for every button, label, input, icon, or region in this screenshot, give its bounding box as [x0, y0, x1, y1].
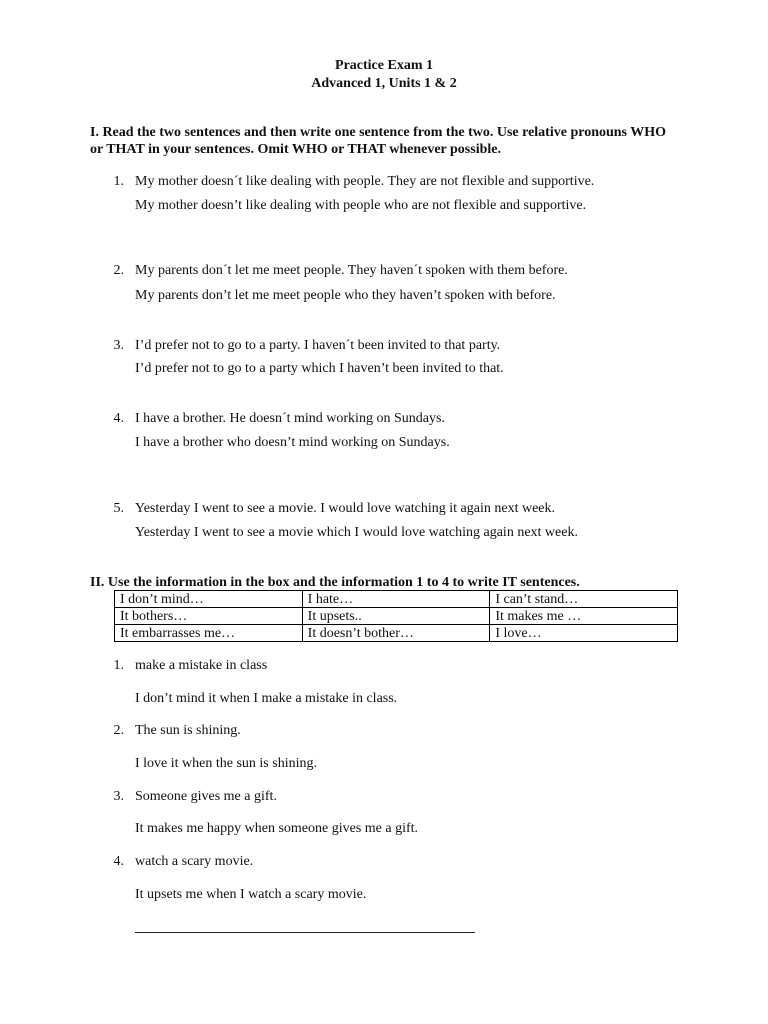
- phrase-box-cell: It doesn’t bother…: [302, 625, 490, 642]
- item-number: 5.: [113, 501, 124, 516]
- phrase-box-row: [115, 591, 678, 608]
- item-answer: My parents don’t let me meet people who they haven’t spoken with before.: [135, 288, 556, 303]
- item-prompt: make a mistake in class: [135, 658, 268, 673]
- phrase-box-cell: I don’t mind…: [115, 591, 303, 608]
- item-answer: Yesterday I went to see a movie which I would love watching again next week.: [135, 525, 578, 540]
- phrase-box-cell: I hate…: [302, 591, 490, 608]
- item-number: 1.: [113, 174, 124, 189]
- item-prompt: watch a scary movie.: [135, 854, 254, 869]
- item-prompt: The sun is shining.: [135, 723, 241, 738]
- item-number: 4.: [113, 411, 124, 426]
- page-title: Practice Exam 1: [335, 58, 433, 73]
- item-prompt: Yesterday I went to see a movie. I would love watching it again next week.: [135, 501, 556, 516]
- page-subtitle: Advanced 1, Units 1 & 2: [311, 76, 457, 91]
- item-number: 2.: [113, 723, 124, 738]
- phrase-box-cell: It bothers…: [115, 608, 303, 625]
- item-answer: My mother doesn’t like dealing with people who are not flexible and supportive.: [135, 198, 587, 213]
- item-number: 3.: [113, 789, 124, 804]
- item-prompt: I have a brother. He doesn´t mind working on Sundays.: [135, 411, 445, 426]
- item-answer: I love it when the sun is shining.: [135, 756, 317, 771]
- item-answer: It makes me happy when someone gives me a gift.: [135, 821, 419, 836]
- phrase-box: [114, 590, 678, 642]
- item-answer: I have a brother who doesn’t mind working on Sundays.: [135, 435, 450, 450]
- item-number: 1.: [113, 658, 124, 673]
- phrase-box-cell: I can’t stand…: [490, 591, 678, 608]
- section-1-instructions: I. Read the two sentences and then write one sentence from the two. Use relative pronouns WHO or THAT in your sentences. Omit WHO or THAT whenever possible.: [90, 125, 667, 157]
- item-number: 4.: [113, 854, 124, 869]
- answer-line: [135, 932, 475, 933]
- item-number: 3.: [113, 338, 124, 353]
- item-number: 2.: [113, 263, 124, 278]
- item-answer: I’d prefer not to go to a party which I haven’t been invited to that.: [135, 361, 504, 376]
- phrase-box-cell: It embarrasses me…: [115, 625, 303, 642]
- item-prompt: My mother doesn´t like dealing with people. They are not flexible and supportive.: [135, 174, 595, 189]
- item-prompt: Someone gives me a gift.: [135, 789, 277, 804]
- phrase-box-cell: I love…: [490, 625, 678, 642]
- phrase-box-row: [115, 625, 678, 642]
- phrase-box-cell: It makes me …: [490, 608, 678, 625]
- item-prompt: I’d prefer not to go to a party. I haven´t been invited to that party.: [135, 338, 501, 353]
- item-answer: I don’t mind it when I make a mistake in class.: [135, 691, 398, 706]
- item-answer: It upsets me when I watch a scary movie.: [135, 887, 367, 902]
- item-prompt: My parents don´t let me meet people. They haven´t spoken with them before.: [135, 263, 568, 278]
- phrase-box-cell: It upsets..: [302, 608, 490, 625]
- phrase-box-row: [115, 608, 678, 625]
- section-2-instructions: II. Use the information in the box and the information 1 to 4 to write IT sentences.: [90, 575, 580, 590]
